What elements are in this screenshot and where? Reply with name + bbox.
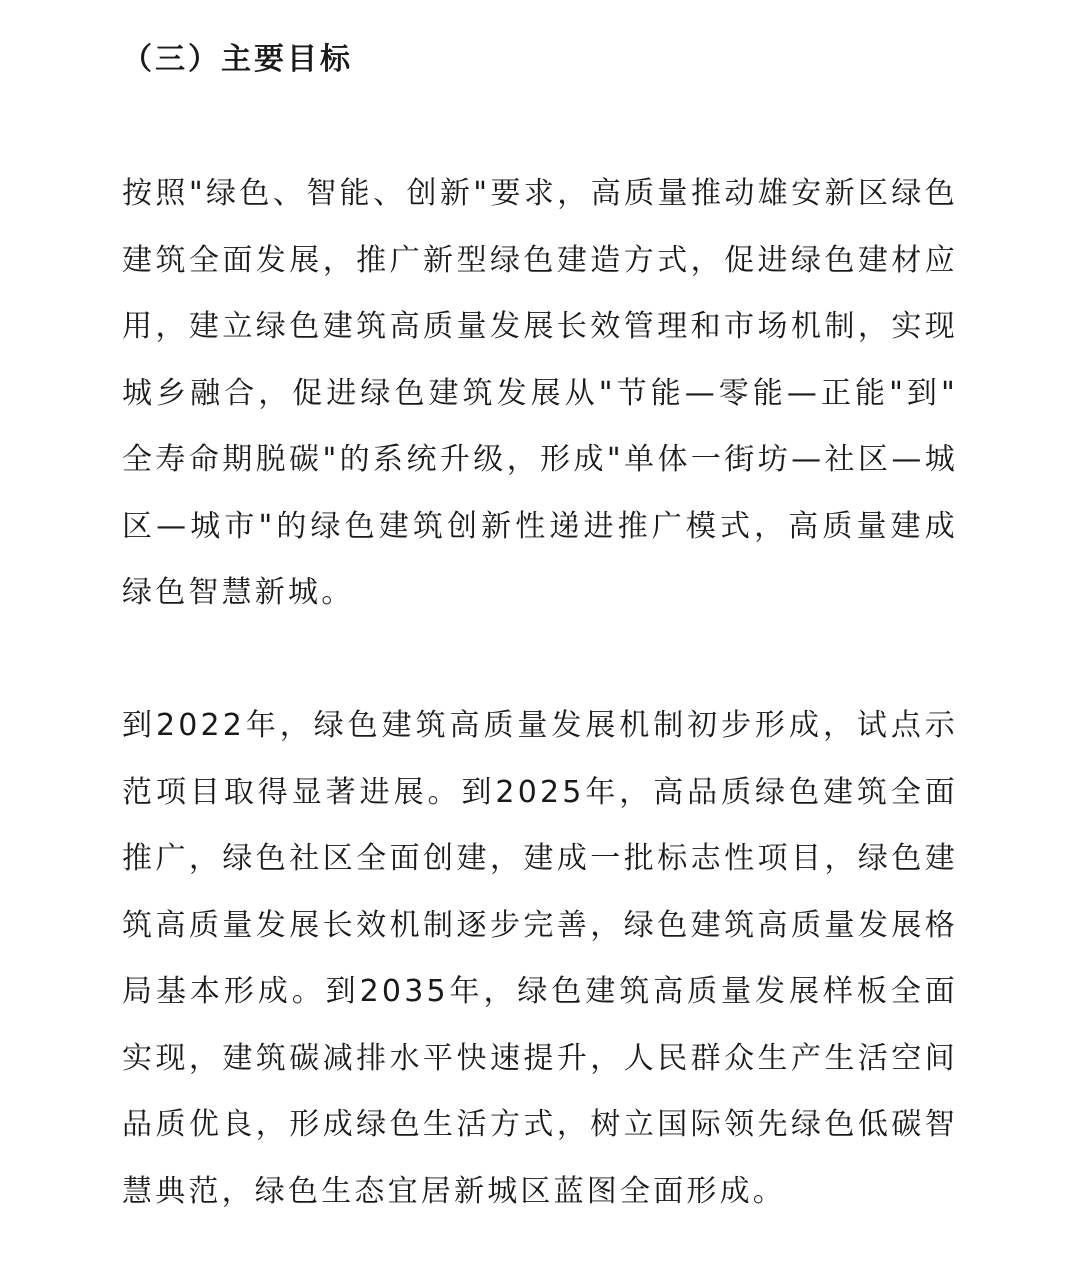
- section-heading: （三）主要目标: [122, 42, 353, 77]
- paragraph-overview: 按照"绿色、智能、创新"要求，高质量推动雄安新区绿色建筑全面发展，推广新型绿色建造方式，促进绿色建材应用，建立绿色建筑高质量发展长效管理和市场机制，实现城乡融合，促进绿色建筑发展从"节能—零能—正能"到"全寿命期脱碳"的系统升级，形成"单体一街坊—社区—城区—城市"的绿色建筑创新性递进推广模式，高质量建成绿色智慧新城。: [122, 176, 958, 610]
- paragraph-milestones: 到2022年，绿色建筑高质量发展机制初步形成，试点示范项目取得显著进展。到2025年，高品质绿色建筑全面推广，绿色社区全面创建，建成一批标志性项目，绿色建筑高质量发展长效机制逐步完善，绿色建筑高质量发展格局基本形成。到2035年，绿色建筑高质量发展样板全面实现，建筑碳减排水平快速提升，人民群众生产生活空间品质优良，形成绿色生活方式，树立国际领先绿色低碳智慧典范，绿色生态宜居新城区蓝图全面形成。: [122, 708, 958, 1209]
